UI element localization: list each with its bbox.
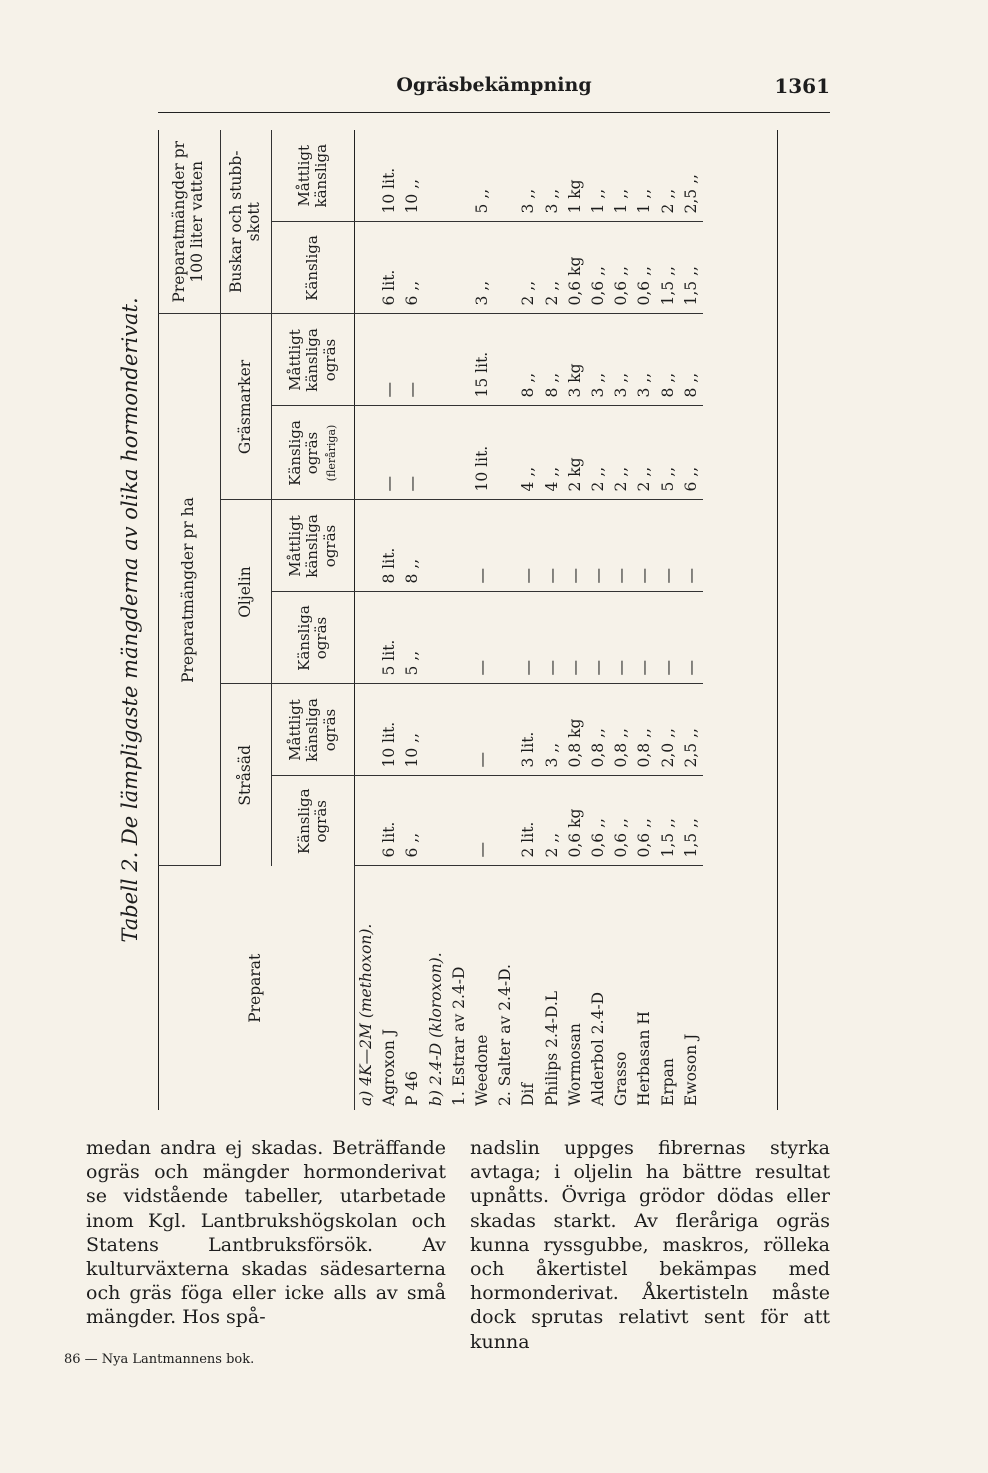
dosage-cell (425, 776, 448, 866)
dosage-cell: — (541, 592, 564, 684)
dosage-cell: — (633, 500, 656, 592)
dosage-cell: 10 lit. (378, 684, 401, 776)
dosage-cell: 2 ,, (657, 130, 680, 222)
preparat-name: 1. Estrar av 2.4-D (449, 966, 468, 1106)
dosage-cell: — (680, 500, 703, 592)
dosage-cell: — (471, 500, 494, 592)
dosage-cell (355, 592, 379, 684)
header-buskar: Buskar och stubb-skott (221, 130, 272, 314)
sub-mattligt: Måttligt känsliga (272, 130, 355, 222)
header-ha: Preparatmängder pr ha (158, 314, 221, 866)
table-row (541, 130, 564, 1110)
dosage-cell: — (471, 592, 494, 684)
dosage-cell: 2,5 ,, (680, 684, 703, 776)
dosage-cell: 2 ,, (541, 222, 564, 314)
dosage-cell (425, 592, 448, 684)
header-grasmarker: Gräsmarker (221, 314, 272, 500)
dosage-cell: — (564, 592, 587, 684)
dosage-cell: 3 ,, (541, 130, 564, 222)
dosage-cell (448, 592, 471, 684)
rotated-table-area (110, 130, 780, 1110)
preparat-name: Erpan (658, 1058, 677, 1106)
dosage-cell: 8 ,, (541, 314, 564, 406)
dosage-cell: 3 ,, (541, 684, 564, 776)
dosage-cell: 8 lit. (378, 500, 401, 592)
dosage-cell: 2 ,, (541, 776, 564, 866)
dosage-cell: 0,8 ,, (610, 684, 633, 776)
dosage-table (158, 130, 703, 1110)
dosage-cell (448, 500, 471, 592)
dosage-cell: — (471, 776, 494, 866)
dosage-cell: 4 ,, (541, 406, 564, 500)
dosage-cell: 0,6 ,, (587, 222, 610, 314)
dosage-cell (425, 222, 448, 314)
body-text-right: nadslin uppges fibrernas styrka avtaga; i oljelin ha bättre resultat upnåtts. Övriga grödor dödas eller skadas starkt. Av fleråriga ogräs kunna ryssgubbe, maskros, rölleka och åkertistel bekämpas med hormonderivat. Åkertisteln måste dock sprutas relativt sent för att kunna (470, 1137, 830, 1353)
dosage-cell: — (657, 500, 680, 592)
dosage-cell: — (587, 592, 610, 684)
table-row (564, 130, 587, 1110)
dosage-cell: 1,5 ,, (680, 776, 703, 866)
dosage-cell: — (401, 406, 424, 500)
dosage-cell (355, 776, 379, 866)
dosage-cell: 1,5 ,, (657, 776, 680, 866)
preparat-name: P 46 (403, 1070, 422, 1106)
dosage-cell: 10 ,, (401, 130, 424, 222)
table-row (378, 130, 401, 1110)
page-number: 1361 (774, 74, 830, 98)
dosage-cell: 10 lit. (471, 406, 494, 500)
dosage-cell: 0,8 kg (564, 684, 587, 776)
preparat-name: Agroxon J (380, 1028, 399, 1106)
dosage-cell (494, 130, 517, 222)
dosage-cell (494, 500, 517, 592)
dosage-cell: 3 ,, (517, 130, 540, 222)
dosage-cell: 0,6 ,, (610, 776, 633, 866)
preparat-name: 2. Salter av 2.4-D. (496, 964, 515, 1106)
dosage-cell: 10 ,, (401, 684, 424, 776)
dosage-cell: 2 ,, (587, 406, 610, 500)
dosage-cell: 5 ,, (401, 592, 424, 684)
dosage-cell: 8 ,, (517, 314, 540, 406)
dosage-cell: — (680, 592, 703, 684)
dosage-cell: 0,6 ,, (633, 776, 656, 866)
preparat-name: Ewoson J (681, 1033, 700, 1106)
preparat-name: Alderbol 2.4-D (589, 991, 608, 1106)
table-body (355, 130, 704, 1110)
dosage-cell: 5 ,, (657, 406, 680, 500)
header-rule (158, 112, 830, 113)
dosage-cell: 6 lit. (378, 222, 401, 314)
dosage-cell (425, 500, 448, 592)
dosage-cell: 2 ,, (633, 406, 656, 500)
dosage-cell: 4 ,, (517, 406, 540, 500)
dosage-cell: 8 ,, (401, 500, 424, 592)
table-row (425, 130, 448, 1110)
dosage-cell: 0,6 ,, (633, 222, 656, 314)
sub-kansliga-ogras: Känsliga ogräs (272, 592, 355, 684)
dosage-cell: 0,6 kg (564, 222, 587, 314)
dosage-cell: 10 lit. (378, 130, 401, 222)
dosage-cell (355, 130, 379, 222)
table-row (494, 130, 517, 1110)
table-row (355, 130, 379, 1110)
dosage-cell: 0,6 kg (564, 776, 587, 866)
table-row (610, 130, 633, 1110)
dosage-cell: 3 ,, (587, 314, 610, 406)
dosage-cell (448, 776, 471, 866)
dosage-cell: — (471, 684, 494, 776)
dosage-cell: — (378, 406, 401, 500)
dosage-cell: 5 ,, (471, 130, 494, 222)
preparat-name: Philips 2.4-D.L (542, 990, 561, 1106)
preparat-name: Herbasan H (635, 1011, 654, 1106)
dosage-cell (494, 222, 517, 314)
dosage-cell: 3 kg (564, 314, 587, 406)
sub-mattligt-ogras: Måttligt känsliga ogräs (272, 684, 355, 776)
dosage-cell: 3 lit. (517, 684, 540, 776)
dosage-cell: — (517, 500, 540, 592)
dosage-cell (494, 314, 517, 406)
dosage-cell: 2,5 ,, (680, 130, 703, 222)
table-row (471, 130, 494, 1110)
header-oljelin: Oljelin (221, 500, 272, 684)
table-row (587, 130, 610, 1110)
dosage-cell: — (610, 500, 633, 592)
page-header (158, 74, 830, 100)
dosage-cell: 1 kg (564, 130, 587, 222)
dosage-cell: 1,5 ,, (657, 222, 680, 314)
dosage-cell: 0,6 ,, (610, 222, 633, 314)
dosage-cell: — (633, 592, 656, 684)
dosage-cell: 6 ,, (680, 406, 703, 500)
dosage-cell: 3 ,, (610, 314, 633, 406)
dosage-cell: 5 lit. (378, 592, 401, 684)
dosage-cell: 15 lit. (471, 314, 494, 406)
running-title: Ogräsbekämpning (396, 74, 592, 96)
dosage-cell: — (541, 500, 564, 592)
dosage-cell: 6 lit. (378, 776, 401, 866)
dosage-cell (355, 314, 379, 406)
dosage-cell (494, 406, 517, 500)
body-text-left: medan andra ej skadas. Beträffande ogräs och mängder hormonderivat se vidstående tabeller, utarbetade inom Kgl. Lantbrukshögskolan och Statens Lantbruksförsök. Av kulturväxterna skadas sädesarterna och gräs föga eller icke alls av små mängder. Hos spå- (86, 1137, 446, 1329)
preparat-name: Wormosan (565, 1023, 584, 1106)
dosage-cell (494, 592, 517, 684)
preparat-name: Dif (519, 1082, 538, 1106)
dosage-cell (494, 684, 517, 776)
dosage-cell: 1 ,, (633, 130, 656, 222)
sub-kansliga-ogras-label: Känsliga ogräs (286, 420, 322, 486)
dosage-cell: 2,0 ,, (657, 684, 680, 776)
preparat-name: b) 2.4-D (kloroxon). (426, 952, 445, 1106)
dosage-cell: — (657, 592, 680, 684)
dosage-cell: 3 ,, (633, 314, 656, 406)
dosage-cell (425, 314, 448, 406)
sub-flerariga: (fleråriga) (324, 424, 338, 482)
preparat-name: Weedone (473, 1034, 492, 1106)
dosage-cell (425, 406, 448, 500)
sub-kansliga-ogras: Känsliga ogräs (294, 788, 330, 855)
dosage-cell (355, 406, 379, 500)
dosage-cell: 3 ,, (471, 222, 494, 314)
dosage-cell: — (587, 500, 610, 592)
dosage-cell (448, 684, 471, 776)
sub-mattligt-ogras: Måttligt känsliga ogräs (272, 500, 355, 592)
table-row (657, 130, 680, 1110)
dosage-cell: — (378, 314, 401, 406)
page-footer: 86 — Nya Lantmannens bok. (64, 1352, 255, 1367)
sub-kansliga-ogras-flerariga (272, 406, 355, 500)
dosage-cell: 6 ,, (401, 222, 424, 314)
dosage-cell: — (610, 592, 633, 684)
table-row (448, 130, 471, 1110)
dosage-cell: 1,5 ,, (680, 222, 703, 314)
dosage-cell: 2 ,, (517, 222, 540, 314)
header-preparat: Preparat (158, 866, 355, 1110)
dosage-cell (425, 684, 448, 776)
dosage-cell: 1 ,, (587, 130, 610, 222)
dosage-cell: 1 ,, (610, 130, 633, 222)
dosage-cell (355, 222, 379, 314)
dosage-cell: — (401, 314, 424, 406)
dosage-cell (425, 130, 448, 222)
rotated-table (110, 130, 780, 1110)
dosage-cell: 6 ,, (401, 776, 424, 866)
dosage-cell: 2 lit. (517, 776, 540, 866)
dosage-cell: 8 ,, (680, 314, 703, 406)
table-row (401, 130, 424, 1110)
dosage-cell (448, 406, 471, 500)
dosage-cell: 0,6 ,, (587, 776, 610, 866)
dosage-cell (448, 130, 471, 222)
dosage-cell: — (564, 500, 587, 592)
dosage-cell (494, 776, 517, 866)
dosage-cell (355, 500, 379, 592)
sub-mattligt-ogras: Måttligt känsliga ogräs (272, 314, 355, 406)
dosage-cell: 0,8 ,, (587, 684, 610, 776)
dosage-cell: 2 ,, (610, 406, 633, 500)
dosage-cell: 0,8 ,, (633, 684, 656, 776)
dosage-cell (355, 684, 379, 776)
sub-kansliga: Känsliga (272, 222, 355, 314)
preparat-name: a) 4K—2M (methoxon). (357, 923, 375, 1106)
dosage-cell: 2 kg (564, 406, 587, 500)
header-strasad: Stråsäd (221, 684, 272, 866)
dosage-cell (448, 222, 471, 314)
header-vatten: Preparatmängder pr 100 liter vatten (158, 130, 221, 314)
table-caption: Tabell 2. De lämpligaste mängderna av olika hormonderivat. (118, 297, 142, 943)
table-row (517, 130, 540, 1110)
dosage-cell: 8 ,, (657, 314, 680, 406)
table-row (680, 130, 703, 1110)
preparat-name: Grasso (612, 1051, 631, 1106)
dosage-cell: — (517, 592, 540, 684)
table-row (633, 130, 656, 1110)
dosage-cell (448, 314, 471, 406)
